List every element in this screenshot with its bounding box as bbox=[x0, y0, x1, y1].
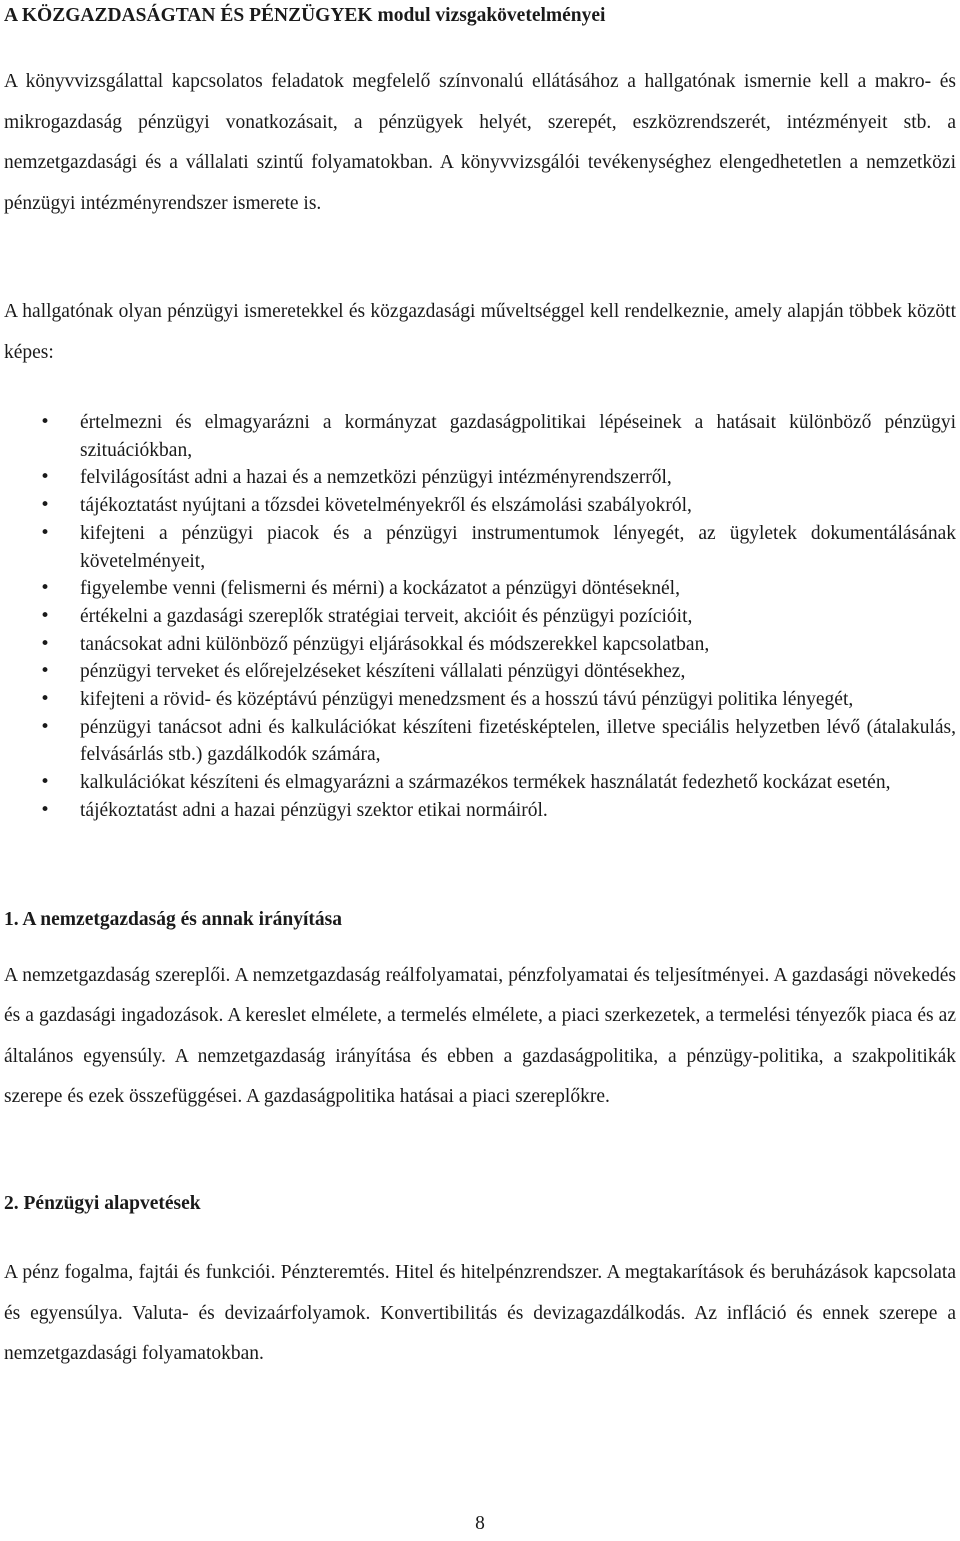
section-heading-2: 2. Pénzügyi alapvetések bbox=[4, 1193, 201, 1214]
page-number: 8 bbox=[475, 1513, 485, 1534]
list-item: • értékelni a gazdasági szereplők stratégiai terveit, akcióit és pénzügyi pozícióit, bbox=[4, 603, 956, 631]
list-item: • figyelembe venni (felismerni és mérni) a kockázatot a pénzügyi döntéseknél, bbox=[4, 575, 956, 603]
document-title: A KÖZGAZDASÁGTAN ÉS PÉNZÜGYEK modul vizsgakövetelményei bbox=[4, 5, 606, 26]
list-item: • pénzügyi terveket és előrejelzéseket készíteni vállalati pénzügyi döntésekhez, bbox=[4, 658, 956, 686]
section-2-paragraph: A pénz fogalma, fajtái és funkciói. Pénzteremtés. Hitel és hitelpénzrendszer. A megtakarítások és beruházások kapcsolata és egyensúlya. Valuta- és devizaárfolyamok. Konvertibilitás és devizagazdálkodás. Az infláció és ennek szerepe a nemzetgazdasági folyamatokban. bbox=[4, 1262, 956, 1364]
skills-intro-paragraph: A hallgatónak olyan pénzügyi ismeretekkel és közgazdasági műveltséggel kell rendelkeznie, amely alapján többek között képes: bbox=[4, 301, 956, 363]
section-heading-1: 1. A nemzetgazdaság és annak irányítása bbox=[4, 909, 343, 930]
skills-list bbox=[4, 409, 956, 825]
intro-paragraph: A könyvvizsgálattal kapcsolatos feladatok megfelelő színvonalú ellátásához a hallgatónak ismernie kell a makro- és mikrogazdaság pénzügyi vonatkozásait, a pénzügyek helyét, szerepét, eszközrendszerét, intézményeit stb. a nemzetgazdasági és a vállalati szintű folyamatokban. A könyvvizsgálói tevékenységhez elengedhetetlen a nemzetközi pénzügyi intézményrendszer ismerete is. bbox=[4, 71, 956, 214]
list-item: • kalkulációkat készíteni és elmagyarázni a származékos termékek használatát fedezhető kockázat esetén, bbox=[4, 769, 956, 797]
list-item: • kifejteni a rövid- és középtávú pénzügyi menedzsment és a hosszú távú pénzügyi politika lényegét, bbox=[4, 686, 956, 714]
list-item: • felvilágosítást adni a hazai és a nemzetközi pénzügyi intézményrendszerről, bbox=[4, 464, 956, 492]
list-item: • tájékoztatást nyújtani a tőzsdei követelményekről és elszámolási szabályokról, bbox=[4, 492, 956, 520]
list-item: • kifejteni a pénzügyi piacok és a pénzügyi instrumentumok lényegét, az ügyletek dokumentálásának követelményeit, bbox=[4, 520, 956, 575]
list-item: • értelmezni és elmagyarázni a kormányzat gazdaságpolitikai lépéseinek a hatásait különböző pénzügyi szituációkban, bbox=[4, 409, 956, 464]
list-item: • tájékoztatást adni a hazai pénzügyi szektor etikai normáiról. bbox=[4, 797, 956, 825]
list-item: • pénzügyi tanácsot adni és kalkulációkat készíteni fizetésképtelen, illetve speciális helyzetben lévő (átalakulás, felvásárlás stb.) gazdálkodók számára, bbox=[4, 714, 956, 769]
section-1-paragraph: A nemzetgazdaság szereplői. A nemzetgazdaság reálfolyamatai, pénzfolyamatai és teljesítményei. A gazdasági növekedés és a gazdasági ingadozások. A kereslet elmélete, a termelés elmélete, a piaci szerkezetek, a termelési tényezők piaca és az általános egyensúly. A nemzetgazdaság irányítása és ebben a gazdaságpolitika, a pénzügy-politika, a szakpolitikák szerepe és ezek összefüggései. A gazdaságpolitika hatásai a piaci szereplőkre. bbox=[4, 965, 956, 1108]
list-item: • tanácsokat adni különböző pénzügyi eljárásokkal és módszerekkel kapcsolatban, bbox=[4, 631, 956, 659]
